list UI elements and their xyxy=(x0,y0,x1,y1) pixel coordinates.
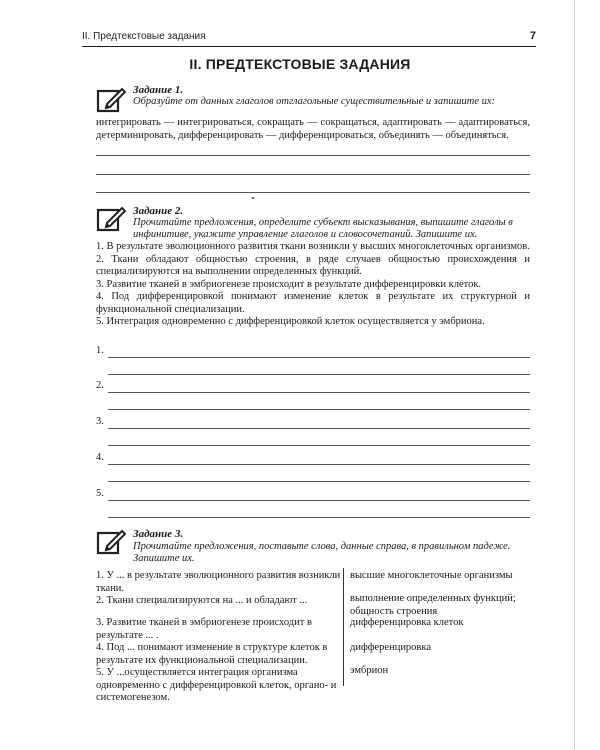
task1-verbs: интегрировать — интегрироваться, сокращать — сокращаться, адаптировать — адаптироваться, детерминировать, дифференцировать — дифференцироваться, объединять — объединяться. xyxy=(96,117,530,141)
answer-line xyxy=(96,174,530,175)
answer-number: 1. xyxy=(96,345,104,356)
page-edge-line xyxy=(574,0,575,750)
task3-word: дифференцировка xyxy=(350,642,431,653)
header-section-label: II. Предтекстовые задания xyxy=(82,31,206,42)
answer-line xyxy=(108,374,530,375)
task1-instruction: Образуйте от данных глаголов отглагольные существительные и запишите их: xyxy=(133,96,496,107)
task3-instruction: Прочитайте предложения, поставьте слова, данные справа, в правильном падеже. Запишите их. xyxy=(133,541,511,564)
task2-instruction: Прочитайте предложения, определите субъект высказывания, выпишите глаголы в инфинитиве, укажите управление глаголов и словосочетаний. Запишите их. xyxy=(133,217,513,240)
answer-line xyxy=(96,155,530,156)
task3-word: высшие многоклеточные организмы xyxy=(350,570,513,581)
task3-word: эмбрион xyxy=(350,665,389,676)
answer-number: 2. xyxy=(96,380,104,391)
task3-item: 2. Ткани специализируются на ... и обладают ... xyxy=(96,595,308,606)
task2-sentence: 2. Ткани обладают общностью строения, в ряде случаев общностью происхождения и специализируются на выполнении определенных функций. xyxy=(96,253,530,277)
answer-line xyxy=(108,428,530,429)
task2-sentence: 1. В результате эволюционного развития ткани возникли у высших многоклеточных организмов. xyxy=(96,241,530,252)
page-number: 7 xyxy=(529,30,536,42)
answer-number: 5. xyxy=(96,488,104,499)
task2-sentence: 5. Интеграция одновременно с дифференцировкой клеток осуществляется у эмбриона. xyxy=(96,316,485,327)
task3-item: 3. Развитие тканей в эмбриогенезе происходит в результате ... . xyxy=(96,617,312,641)
answer-line xyxy=(108,481,530,482)
section-title: II. ПРЕДТЕКСТОВЫЕ ЗАДАНИЯ xyxy=(189,56,411,72)
pencil-note-icon xyxy=(96,528,126,556)
answer-line xyxy=(108,392,530,393)
task1-title: Задание 1. xyxy=(133,84,184,96)
answer-line xyxy=(108,445,530,446)
answer-number: 3. xyxy=(96,416,104,427)
running-header xyxy=(82,30,536,47)
answer-number: 4. xyxy=(96,452,104,463)
task2-sentence: 4. Под дифференцировкой понимают изменение клеток в результате их структурной и функциональной специализации. xyxy=(96,291,530,315)
answer-line xyxy=(96,192,530,193)
answer-line xyxy=(108,517,530,518)
pencil-note-icon xyxy=(96,86,126,114)
answer-line xyxy=(108,500,530,501)
task3-item: 4. Под ... понимают изменение в структуре клеток в результате их функциональной специализации. xyxy=(96,642,328,666)
answer-line xyxy=(108,464,530,465)
pencil-note-icon xyxy=(96,205,126,233)
task2-sentence: 3. Развитие тканей в эмбриогенезе происходит в результате дифференцировки клеток. xyxy=(96,278,482,290)
answer-line xyxy=(108,409,530,410)
task2-sentences xyxy=(96,241,530,329)
answer-line xyxy=(108,357,530,358)
task3-title: Задание 3. xyxy=(133,528,184,540)
task3-word: дифференцировка клеток xyxy=(350,617,464,628)
task3-item: 5. У ...осуществляется интеграция организма одновременно с дифференцировкой клеток, органо- и системогенезом. xyxy=(96,667,337,703)
task3-item: 1. У ... в результате эволюционного развития возникли ткани. xyxy=(96,570,341,594)
print-speck xyxy=(252,197,254,199)
task2-title: Задание 2. xyxy=(133,205,184,217)
task3-word: выполнение определенных функций; общность строения xyxy=(350,593,516,617)
